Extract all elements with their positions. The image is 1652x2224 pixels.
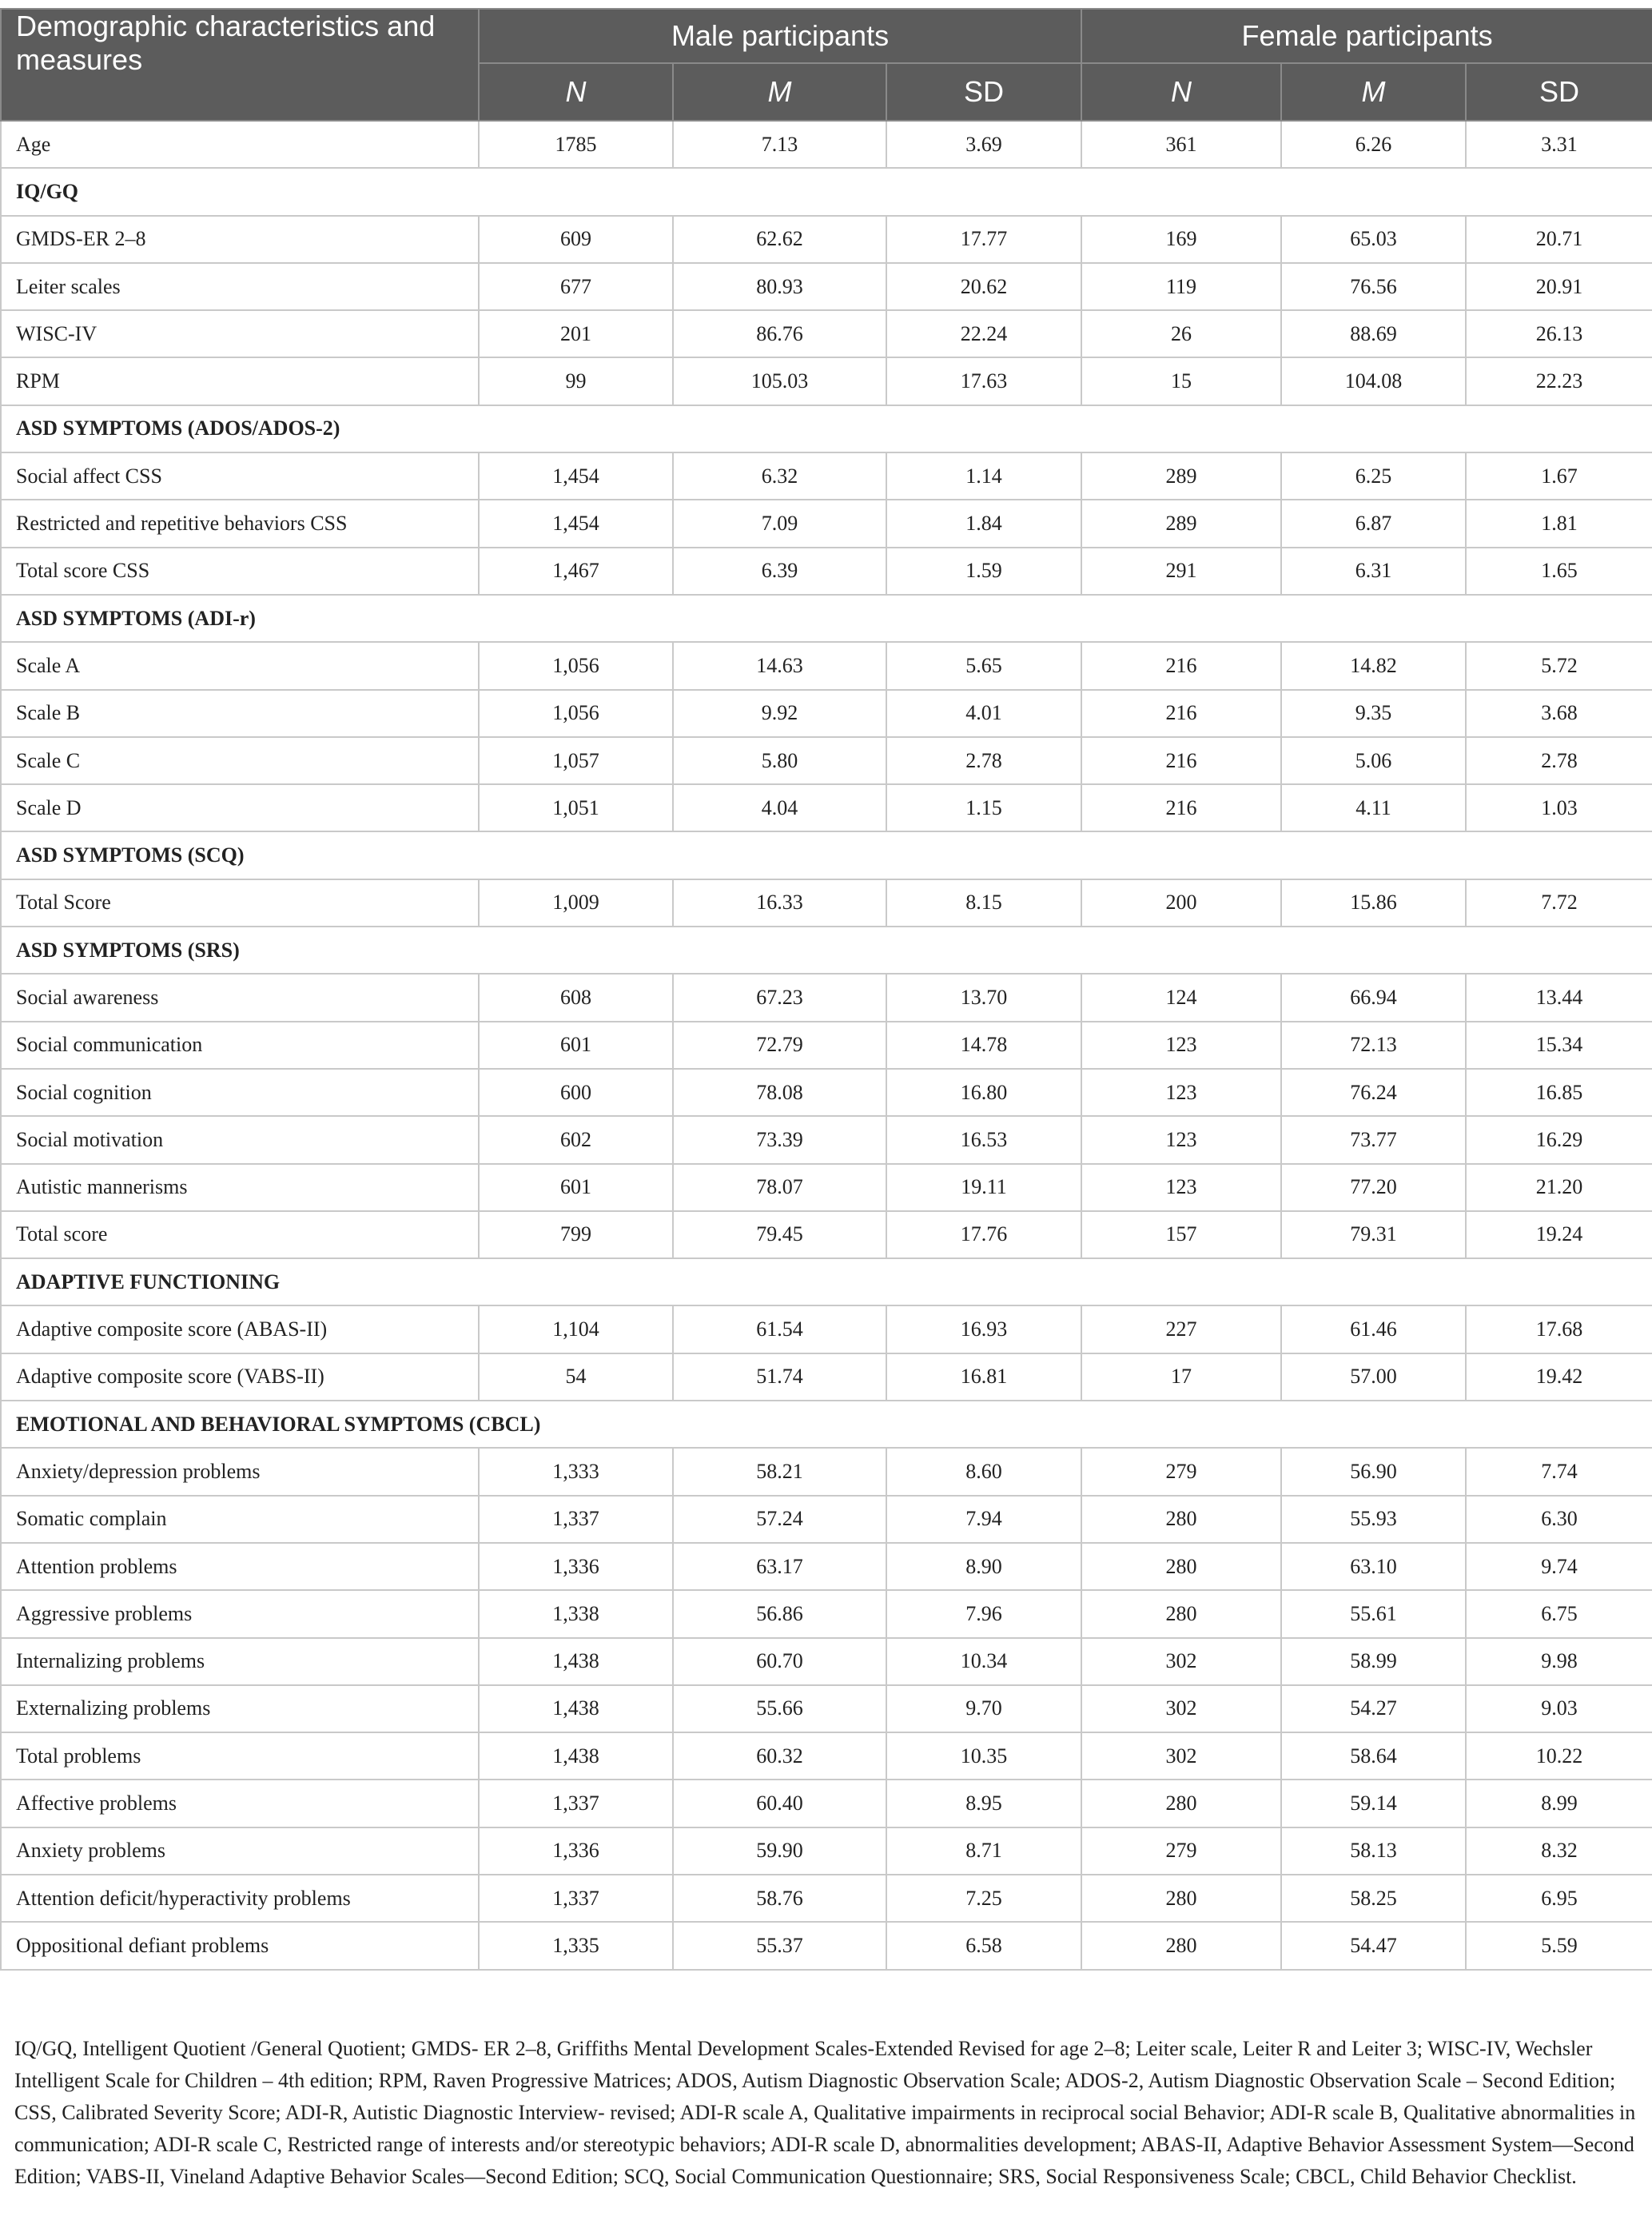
male-sd-cell: 8.71 <box>886 1827 1081 1875</box>
data-table-container <box>0 8 1652 1971</box>
female-n-header: N <box>1081 63 1281 121</box>
table-row <box>1 879 1652 927</box>
female-sd-cell: 9.03 <box>1466 1685 1652 1732</box>
male-m-cell: 51.74 <box>673 1353 886 1401</box>
male-n-cell: 600 <box>479 1069 673 1116</box>
female-n-cell: 119 <box>1081 263 1281 310</box>
female-m-cell: 9.35 <box>1281 690 1466 737</box>
female-sd-cell: 1.03 <box>1466 784 1652 831</box>
male-n-cell: 1,009 <box>479 879 673 927</box>
male-sd-cell: 16.81 <box>886 1353 1081 1401</box>
section-header-row <box>1 831 1652 879</box>
female-m-cell: 72.13 <box>1281 1022 1466 1069</box>
female-n-cell: 291 <box>1081 548 1281 595</box>
row-label: Total score CSS <box>1 548 479 595</box>
female-m-cell: 55.61 <box>1281 1590 1466 1637</box>
male-n-cell: 1,338 <box>479 1590 673 1637</box>
female-n-cell: 200 <box>1081 879 1281 927</box>
row-label: Total Score <box>1 879 479 927</box>
male-m-cell: 9.92 <box>673 690 886 737</box>
table-row <box>1 216 1652 263</box>
female-m-cell: 55.93 <box>1281 1496 1466 1543</box>
row-label: Scale B <box>1 690 479 737</box>
male-sd-cell: 6.58 <box>886 1922 1081 1969</box>
male-sd-cell: 8.90 <box>886 1543 1081 1590</box>
female-m-cell: 54.27 <box>1281 1685 1466 1732</box>
row-label: Total score <box>1 1211 479 1258</box>
row-label: Attention deficit/hyperactivity problems <box>1 1875 479 1922</box>
female-n-cell: 15 <box>1081 357 1281 405</box>
male-n-cell: 602 <box>479 1116 673 1163</box>
row-label: Adaptive composite score (ABAS-II) <box>1 1305 479 1353</box>
table-row <box>1 1922 1652 1969</box>
row-label: Restricted and repetitive behaviors CSS <box>1 500 479 547</box>
female-m-cell: 58.13 <box>1281 1827 1466 1875</box>
male-m-cell: 62.62 <box>673 216 886 263</box>
male-m-cell: 86.76 <box>673 310 886 357</box>
male-sd-cell: 3.69 <box>886 121 1081 168</box>
female-sd-cell: 6.95 <box>1466 1875 1652 1922</box>
female-m-cell: 57.00 <box>1281 1353 1466 1401</box>
table-row <box>1 1732 1652 1780</box>
male-m-cell: 55.37 <box>673 1922 886 1969</box>
row-label: Attention problems <box>1 1543 479 1590</box>
male-n-cell: 601 <box>479 1022 673 1069</box>
female-n-cell: 123 <box>1081 1116 1281 1163</box>
male-m-cell: 78.08 <box>673 1069 886 1116</box>
female-sd-cell: 8.99 <box>1466 1780 1652 1827</box>
row-label: Externalizing problems <box>1 1685 479 1732</box>
male-m-cell: 7.13 <box>673 121 886 168</box>
female-sd-cell: 7.72 <box>1466 879 1652 927</box>
female-m-cell: 79.31 <box>1281 1211 1466 1258</box>
row-label: Scale D <box>1 784 479 831</box>
female-m-cell: 77.20 <box>1281 1164 1466 1211</box>
row-label: Internalizing problems <box>1 1638 479 1685</box>
section-label: ADAPTIVE FUNCTIONING <box>1 1258 1652 1305</box>
male-group-header: Male participants <box>479 9 1081 63</box>
male-sd-cell: 16.53 <box>886 1116 1081 1163</box>
female-sd-cell: 1.67 <box>1466 452 1652 500</box>
male-m-cell: 57.24 <box>673 1496 886 1543</box>
male-n-cell: 799 <box>479 1211 673 1258</box>
table-row <box>1 690 1652 737</box>
table-row <box>1 1353 1652 1401</box>
female-group-header: Female participants <box>1081 9 1652 63</box>
male-sd-cell: 8.60 <box>886 1448 1081 1495</box>
male-n-cell: 677 <box>479 263 673 310</box>
male-n-cell: 99 <box>479 357 673 405</box>
male-m-cell: 56.86 <box>673 1590 886 1637</box>
male-n-cell: 1,057 <box>479 737 673 784</box>
row-label: Age <box>1 121 479 168</box>
female-n-cell: 280 <box>1081 1496 1281 1543</box>
female-sd-cell: 20.71 <box>1466 216 1652 263</box>
male-n-cell: 1,454 <box>479 500 673 547</box>
corner-header: Demographic characteristics and measures <box>1 9 479 121</box>
male-n-cell: 1785 <box>479 121 673 168</box>
female-n-cell: 289 <box>1081 500 1281 547</box>
male-m-cell: 78.07 <box>673 1164 886 1211</box>
female-sd-cell: 10.22 <box>1466 1732 1652 1780</box>
female-sd-cell: 1.81 <box>1466 500 1652 547</box>
row-label: Scale C <box>1 737 479 784</box>
male-sd-cell: 17.77 <box>886 216 1081 263</box>
female-m-cell: 63.10 <box>1281 1543 1466 1590</box>
table-footnote: IQ/GQ, Intelligent Quotient /General Quotient; GMDS- ER 2–8, Griffiths Mental Development Scales-Extended Revised for age 2–8; Leiter scale, Leiter R and Leiter 3; WISC-IV, Wechsler Intelligent Scale for Children – 4th edition; RPM, Raven Progressive Matrices; ADOS, Autism Diagnostic Observation Scale; ADOS-2, Autism Diagnostic Observation Scale – Second Edition; CSS, Calibrated Severity Score; ADI-R, Autistic Diagnostic Interview- revised; ADI-R scale A, Qualitative impairments in reciprocal social Behavior; ADI-R scale B, Qualitative abnormalities in communication; ADI-R scale C, Restricted range of interests and/or stereotypic behaviors; ADI-R scale D, abnormalities development; ABAS-II, Adaptive Behavior Assessment System—Second Edition; VABS-II, Vineland Adaptive Behavior Scales—Second Edition; SCQ, Social Communication Questionnaire; SRS, Social Responsiveness Scale; CBCL, Child Behavior Checklist. <box>14 2037 1636 2188</box>
row-label: WISC-IV <box>1 310 479 357</box>
female-m-cell: 58.25 <box>1281 1875 1466 1922</box>
male-n-cell: 1,104 <box>479 1305 673 1353</box>
male-sd-cell: 14.78 <box>886 1022 1081 1069</box>
section-label: ASD SYMPTOMS (ADI-r) <box>1 595 1652 642</box>
male-sd-header: SD <box>886 63 1081 121</box>
female-sd-cell: 7.74 <box>1466 1448 1652 1495</box>
female-sd-cell: 2.78 <box>1466 737 1652 784</box>
female-sd-cell: 16.85 <box>1466 1069 1652 1116</box>
male-m-cell: 60.40 <box>673 1780 886 1827</box>
row-label: Adaptive composite score (VABS-II) <box>1 1353 479 1401</box>
demographics-table <box>0 8 1652 1971</box>
male-n-cell: 608 <box>479 974 673 1021</box>
row-label: Social motivation <box>1 1116 479 1163</box>
female-m-cell: 73.77 <box>1281 1116 1466 1163</box>
female-n-cell: 123 <box>1081 1164 1281 1211</box>
table-row <box>1 357 1652 405</box>
male-m-cell: 58.76 <box>673 1875 886 1922</box>
female-sd-cell: 21.20 <box>1466 1164 1652 1211</box>
male-sd-cell: 5.65 <box>886 642 1081 689</box>
female-m-cell: 54.47 <box>1281 1922 1466 1969</box>
female-sd-cell: 16.29 <box>1466 1116 1652 1163</box>
female-sd-cell: 20.91 <box>1466 263 1652 310</box>
female-m-cell: 65.03 <box>1281 216 1466 263</box>
section-header-row <box>1 405 1652 452</box>
male-m-cell: 60.32 <box>673 1732 886 1780</box>
table-row <box>1 452 1652 500</box>
table-header <box>1 9 1652 121</box>
female-n-cell: 216 <box>1081 642 1281 689</box>
male-sd-cell: 8.95 <box>886 1780 1081 1827</box>
female-sd-cell: 5.59 <box>1466 1922 1652 1969</box>
female-n-cell: 302 <box>1081 1732 1281 1780</box>
row-label: Anxiety problems <box>1 1827 479 1875</box>
table-row <box>1 1305 1652 1353</box>
male-sd-cell: 1.15 <box>886 784 1081 831</box>
male-n-header: N <box>479 63 673 121</box>
male-n-cell: 609 <box>479 216 673 263</box>
male-n-cell: 1,438 <box>479 1732 673 1780</box>
male-m-cell: 79.45 <box>673 1211 886 1258</box>
section-label: IQ/GQ <box>1 168 1652 215</box>
female-m-cell: 6.31 <box>1281 548 1466 595</box>
female-n-cell: 216 <box>1081 690 1281 737</box>
female-sd-cell: 1.65 <box>1466 548 1652 595</box>
row-label: Leiter scales <box>1 263 479 310</box>
female-n-cell: 280 <box>1081 1543 1281 1590</box>
male-m-cell: 4.04 <box>673 784 886 831</box>
female-sd-cell: 3.31 <box>1466 121 1652 168</box>
male-n-cell: 1,454 <box>479 452 673 500</box>
female-sd-header: SD <box>1466 63 1652 121</box>
female-n-cell: 17 <box>1081 1353 1281 1401</box>
male-m-cell: 63.17 <box>673 1543 886 1590</box>
female-n-cell: 279 <box>1081 1448 1281 1495</box>
table-row <box>1 1638 1652 1685</box>
row-label: Total problems <box>1 1732 479 1780</box>
female-sd-cell: 26.13 <box>1466 310 1652 357</box>
male-sd-cell: 2.78 <box>886 737 1081 784</box>
male-m-cell: 14.63 <box>673 642 886 689</box>
female-m-cell: 66.94 <box>1281 974 1466 1021</box>
female-sd-cell: 5.72 <box>1466 642 1652 689</box>
female-sd-cell: 6.30 <box>1466 1496 1652 1543</box>
female-m-cell: 58.64 <box>1281 1732 1466 1780</box>
male-m-cell: 55.66 <box>673 1685 886 1732</box>
female-m-cell: 6.25 <box>1281 452 1466 500</box>
male-sd-cell: 20.62 <box>886 263 1081 310</box>
female-n-cell: 124 <box>1081 974 1281 1021</box>
male-sd-cell: 16.93 <box>886 1305 1081 1353</box>
row-label: RPM <box>1 357 479 405</box>
male-m-cell: 67.23 <box>673 974 886 1021</box>
female-n-cell: 123 <box>1081 1022 1281 1069</box>
section-header-row <box>1 595 1652 642</box>
section-header-row <box>1 1258 1652 1305</box>
female-m-cell: 15.86 <box>1281 879 1466 927</box>
table-row <box>1 1069 1652 1116</box>
female-m-cell: 59.14 <box>1281 1780 1466 1827</box>
section-header-row <box>1 1401 1652 1448</box>
table-row <box>1 1022 1652 1069</box>
table-row <box>1 642 1652 689</box>
row-label: Social affect CSS <box>1 452 479 500</box>
section-header-row <box>1 168 1652 215</box>
male-n-cell: 1,335 <box>479 1922 673 1969</box>
row-label: Somatic complain <box>1 1496 479 1543</box>
female-m-cell: 61.46 <box>1281 1305 1466 1353</box>
female-n-cell: 26 <box>1081 310 1281 357</box>
section-label: ASD SYMPTOMS (ADOS/ADOS-2) <box>1 405 1652 452</box>
male-m-cell: 16.33 <box>673 879 886 927</box>
male-n-cell: 1,336 <box>479 1543 673 1590</box>
row-label: Anxiety/depression problems <box>1 1448 479 1495</box>
table-row <box>1 974 1652 1021</box>
female-n-cell: 280 <box>1081 1875 1281 1922</box>
male-n-cell: 1,337 <box>479 1780 673 1827</box>
male-sd-cell: 19.11 <box>886 1164 1081 1211</box>
table-row <box>1 1590 1652 1637</box>
male-m-cell: 61.54 <box>673 1305 886 1353</box>
male-sd-cell: 13.70 <box>886 974 1081 1021</box>
female-m-cell: 4.11 <box>1281 784 1466 831</box>
male-n-cell: 1,438 <box>479 1685 673 1732</box>
table-row <box>1 1496 1652 1543</box>
male-sd-cell: 10.34 <box>886 1638 1081 1685</box>
female-m-cell: 5.06 <box>1281 737 1466 784</box>
female-m-cell: 6.26 <box>1281 121 1466 168</box>
male-m-cell: 7.09 <box>673 500 886 547</box>
female-sd-cell: 8.32 <box>1466 1827 1652 1875</box>
male-m-cell: 72.79 <box>673 1022 886 1069</box>
male-sd-cell: 22.24 <box>886 310 1081 357</box>
male-n-cell: 1,337 <box>479 1875 673 1922</box>
female-sd-cell: 19.42 <box>1466 1353 1652 1401</box>
male-m-cell: 80.93 <box>673 263 886 310</box>
female-n-cell: 280 <box>1081 1780 1281 1827</box>
female-m-cell: 76.56 <box>1281 263 1466 310</box>
section-label: EMOTIONAL AND BEHAVIORAL SYMPTOMS (CBCL) <box>1 1401 1652 1448</box>
female-m-header: M <box>1281 63 1466 121</box>
male-n-cell: 601 <box>479 1164 673 1211</box>
female-m-cell: 88.69 <box>1281 310 1466 357</box>
female-n-cell: 361 <box>1081 121 1281 168</box>
row-label: Autistic mannerisms <box>1 1164 479 1211</box>
male-n-cell: 54 <box>479 1353 673 1401</box>
male-m-cell: 59.90 <box>673 1827 886 1875</box>
male-m-cell: 6.32 <box>673 452 886 500</box>
female-n-cell: 216 <box>1081 784 1281 831</box>
female-m-cell: 58.99 <box>1281 1638 1466 1685</box>
table-row <box>1 1780 1652 1827</box>
row-label: Oppositional defiant problems <box>1 1922 479 1969</box>
female-sd-cell: 9.74 <box>1466 1543 1652 1590</box>
female-sd-cell: 17.68 <box>1466 1305 1652 1353</box>
male-sd-cell: 4.01 <box>886 690 1081 737</box>
section-label: ASD SYMPTOMS (SRS) <box>1 927 1652 974</box>
table-row <box>1 1164 1652 1211</box>
male-sd-cell: 7.94 <box>886 1496 1081 1543</box>
female-n-cell: 289 <box>1081 452 1281 500</box>
table-row <box>1 1211 1652 1258</box>
table-row <box>1 1543 1652 1590</box>
male-m-cell: 73.39 <box>673 1116 886 1163</box>
male-n-cell: 201 <box>479 310 673 357</box>
female-sd-cell: 9.98 <box>1466 1638 1652 1685</box>
female-n-cell: 302 <box>1081 1638 1281 1685</box>
female-sd-cell: 22.23 <box>1466 357 1652 405</box>
male-n-cell: 1,333 <box>479 1448 673 1495</box>
table-row <box>1 548 1652 595</box>
female-sd-cell: 3.68 <box>1466 690 1652 737</box>
female-m-cell: 104.08 <box>1281 357 1466 405</box>
section-label: ASD SYMPTOMS (SCQ) <box>1 831 1652 879</box>
male-sd-cell: 10.35 <box>886 1732 1081 1780</box>
table-row <box>1 1875 1652 1922</box>
male-sd-cell: 17.76 <box>886 1211 1081 1258</box>
male-sd-cell: 7.96 <box>886 1590 1081 1637</box>
male-m-header: M <box>673 63 886 121</box>
female-m-cell: 6.87 <box>1281 500 1466 547</box>
female-sd-cell: 6.75 <box>1466 1590 1652 1637</box>
male-sd-cell: 8.15 <box>886 879 1081 927</box>
female-sd-cell: 15.34 <box>1466 1022 1652 1069</box>
table-row <box>1 121 1652 168</box>
male-m-cell: 5.80 <box>673 737 886 784</box>
male-m-cell: 58.21 <box>673 1448 886 1495</box>
female-n-cell: 279 <box>1081 1827 1281 1875</box>
section-header-row <box>1 927 1652 974</box>
male-sd-cell: 16.80 <box>886 1069 1081 1116</box>
female-n-cell: 227 <box>1081 1305 1281 1353</box>
female-n-cell: 169 <box>1081 216 1281 263</box>
female-n-cell: 123 <box>1081 1069 1281 1116</box>
female-m-cell: 76.24 <box>1281 1069 1466 1116</box>
table-row <box>1 310 1652 357</box>
female-n-cell: 216 <box>1081 737 1281 784</box>
row-label: GMDS-ER 2–8 <box>1 216 479 263</box>
table-row <box>1 263 1652 310</box>
row-label: Aggressive problems <box>1 1590 479 1637</box>
row-label: Social awareness <box>1 974 479 1021</box>
female-n-cell: 157 <box>1081 1211 1281 1258</box>
male-n-cell: 1,336 <box>479 1827 673 1875</box>
row-label: Social cognition <box>1 1069 479 1116</box>
male-m-cell: 105.03 <box>673 357 886 405</box>
row-label: Scale A <box>1 642 479 689</box>
female-n-cell: 302 <box>1081 1685 1281 1732</box>
table-row <box>1 1685 1652 1732</box>
male-sd-cell: 17.63 <box>886 357 1081 405</box>
row-label: Social communication <box>1 1022 479 1069</box>
male-sd-cell: 1.14 <box>886 452 1081 500</box>
table-row <box>1 500 1652 547</box>
male-sd-cell: 1.84 <box>886 500 1081 547</box>
male-sd-cell: 1.59 <box>886 548 1081 595</box>
table-row <box>1 1448 1652 1495</box>
male-n-cell: 1,467 <box>479 548 673 595</box>
female-m-cell: 14.82 <box>1281 642 1466 689</box>
male-n-cell: 1,438 <box>479 1638 673 1685</box>
male-n-cell: 1,337 <box>479 1496 673 1543</box>
female-m-cell: 56.90 <box>1281 1448 1466 1495</box>
table-body <box>1 121 1652 1970</box>
table-row <box>1 784 1652 831</box>
female-sd-cell: 13.44 <box>1466 974 1652 1021</box>
female-sd-cell: 19.24 <box>1466 1211 1652 1258</box>
male-sd-cell: 7.25 <box>886 1875 1081 1922</box>
male-sd-cell: 9.70 <box>886 1685 1081 1732</box>
table-row <box>1 737 1652 784</box>
table-row <box>1 1827 1652 1875</box>
male-n-cell: 1,051 <box>479 784 673 831</box>
male-m-cell: 6.39 <box>673 548 886 595</box>
female-n-cell: 280 <box>1081 1922 1281 1969</box>
female-n-cell: 280 <box>1081 1590 1281 1637</box>
male-m-cell: 60.70 <box>673 1638 886 1685</box>
male-n-cell: 1,056 <box>479 690 673 737</box>
table-row <box>1 1116 1652 1163</box>
row-label: Affective problems <box>1 1780 479 1827</box>
male-n-cell: 1,056 <box>479 642 673 689</box>
